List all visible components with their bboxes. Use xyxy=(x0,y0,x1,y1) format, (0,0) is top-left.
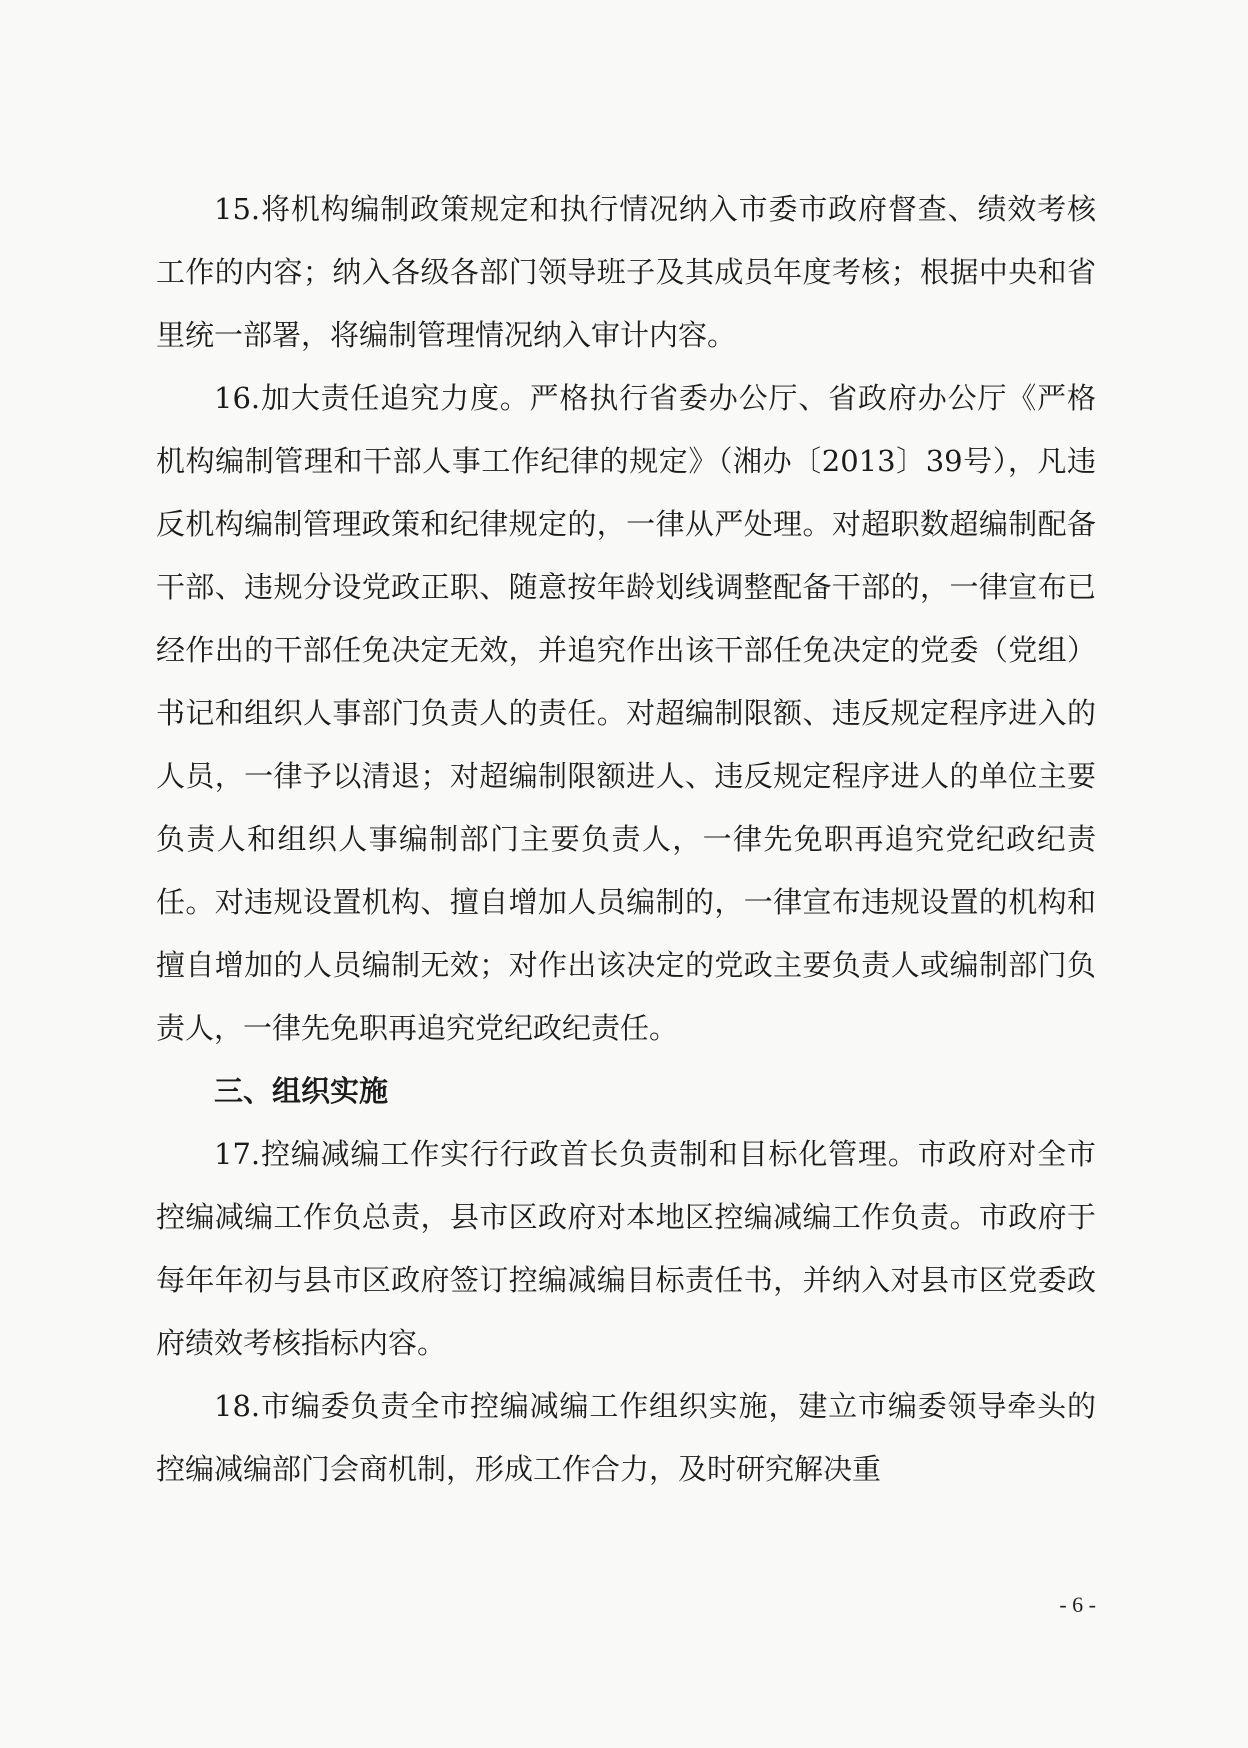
paragraph-16: 16.加大责任追究力度。严格执行省委办公厅、省政府办公厅《严格机构编制管理和干部人事工作纪律的规定》（湘办〔2013〕39号），凡违反机构编制管理政策和纪律规定的，一律从严处理。对超职数超编制配备干部、违规分设党政正职、随意按年龄划线调整配备干部的，一律宣布已经作出的干部任免决定无效，并追究作出该干部任免决定的党委（党组）书记和组织人事部门负责人的责任。对超编制限额、违反规定程序进入的人员，一律予以清退；对超编制限额进人、违反规定程序进人的单位主要负责人和组织人事编制部门主要负责人，一律先免职再追究党纪政纪责任。对违规设置机构、擅自增加人员编制的，一律宣布违规设置的机构和擅自增加的人员编制无效；对作出该决定的党政主要负责人或编制部门负责人，一律先免职再追究党纪政纪责任。 xyxy=(156,381,1096,1045)
page-number: - 6 - xyxy=(1059,1592,1096,1617)
paragraph-18: 18.市编委负责全市控编减编工作组织实施，建立市编委领导牵头的控编减编部门会商机制，形成工作合力，及时研究解决重 xyxy=(156,1389,1096,1486)
document-body xyxy=(156,178,1096,1501)
paragraph-17: 17.控编减编工作实行行政首长负责制和目标化管理。市政府对全市控编减编工作负总责，县市区政府对本地区控编减编工作负责。市政府于每年年初与县市区政府签订控编减编目标责任书，并纳入对县市区党委政府绩效考核指标内容。 xyxy=(156,1137,1096,1360)
paragraph-15: 15.将机构编制政策规定和执行情况纳入市委市政府督查、绩效考核工作的内容；纳入各级各部门领导班子及其成员年度考核；根据中央和省里统一部署，将编制管理情况纳入审计内容。 xyxy=(156,192,1096,352)
section-heading: 三、组织实施 xyxy=(214,1074,389,1108)
